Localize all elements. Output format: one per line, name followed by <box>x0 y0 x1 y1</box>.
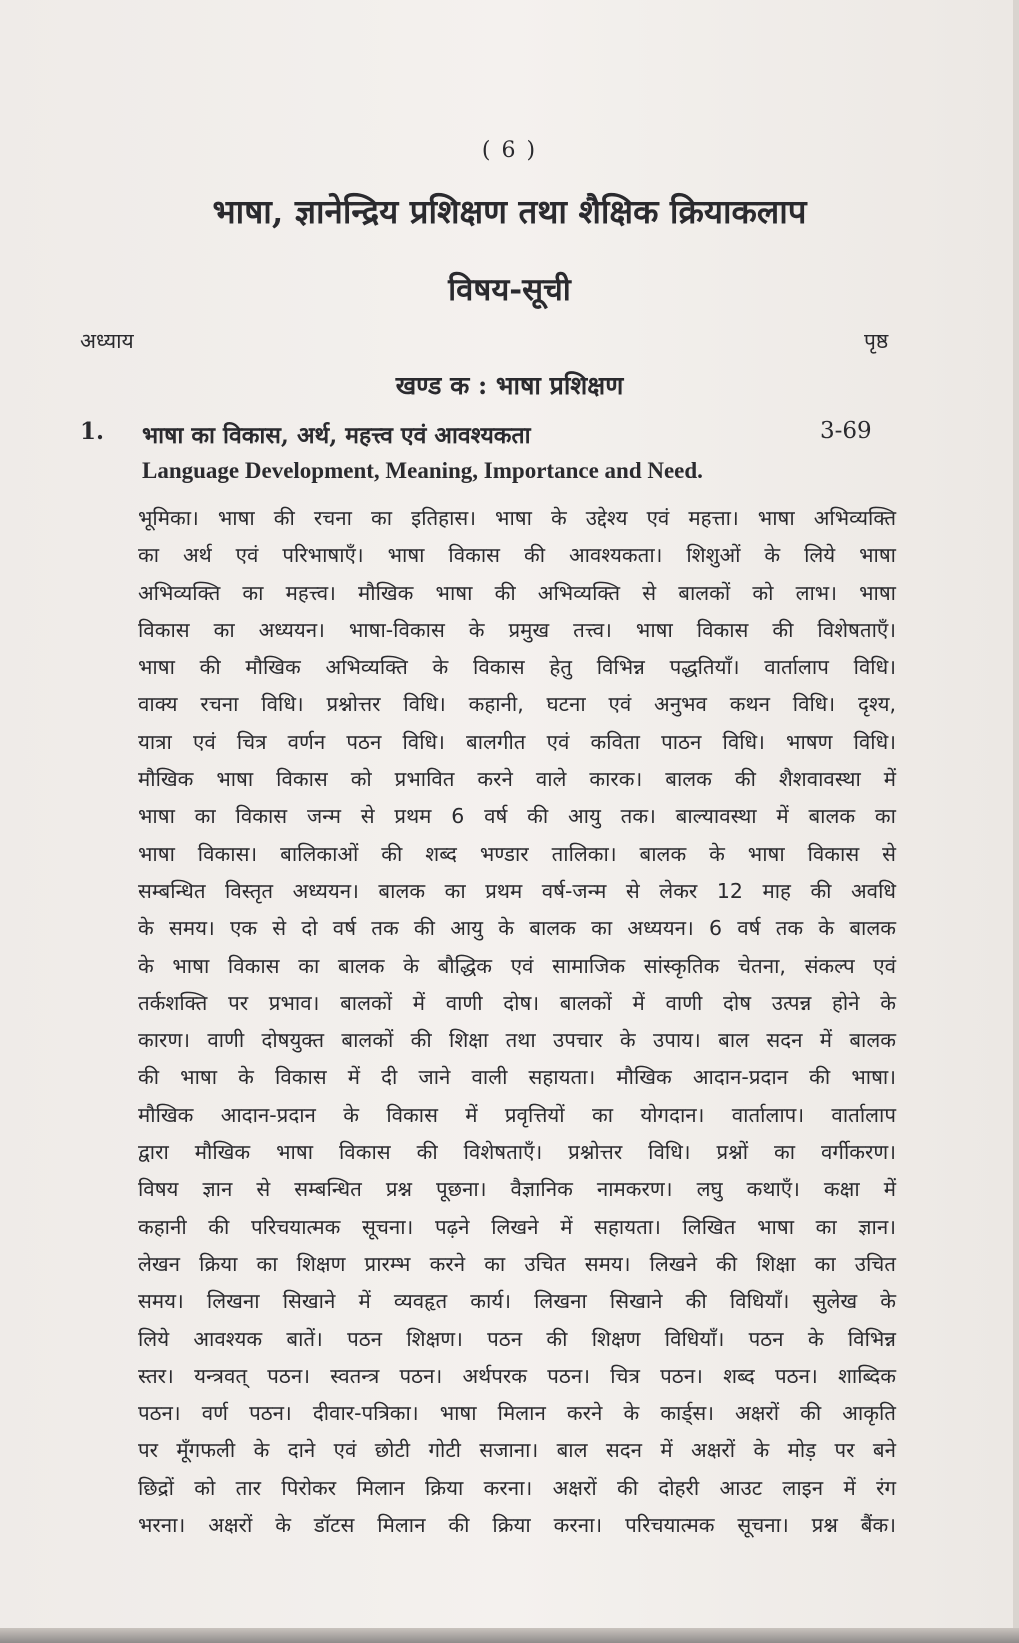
chapter-title-hindi: भाषा का विकास, अर्थ, महत्त्व एवं आवश्यकता <box>142 422 531 449</box>
summary-line: पठन। वर्ण पठन। दीवार-पत्रिका। भाषा मिलान करने के कार्ड्स। अक्षरों की आकृति <box>138 1401 896 1426</box>
summary-line: की भाषा के विकास में दी जाने वाली सहायता। मौखिक आदान-प्रदान की भाषा। <box>138 1065 896 1090</box>
scan-bottom-edge <box>0 1628 1019 1643</box>
summary-line: के समय। एक से दो वर्ष तक की आयु के बालक का अध्ययन। 6 वर्ष तक के बालक <box>138 916 896 941</box>
summary-line: का अर्थ एवं परिभाषाएँ। भाषा विकास की आवश्यकता। शिशुओं के लिये भाषा <box>138 543 896 568</box>
summary-line: विषय ज्ञान से सम्बन्धित प्रश्न पूछना। वैज्ञानिक नामकरण। लघु कथाएँ। कक्षा में <box>138 1177 896 1202</box>
summary-line: कहानी की परिचयात्मक सूचना। पढ़ने लिखने में सहायता। लिखित भाषा का ज्ञान। <box>138 1214 896 1239</box>
summary-line: तर्कशक्ति पर प्रभाव। बालकों में वाणी दोष। बालकों में वाणी दोष उत्पन्न होने के <box>138 990 896 1015</box>
summary-line: भूमिका। भाषा की रचना का इतिहास। भाषा के उद्देश्य एवं महत्ता। भाषा अभिव्यक्ति <box>138 506 896 530</box>
chapter-number: 1. <box>80 418 105 445</box>
page-edge-shadow <box>1013 0 1019 1643</box>
chapter-title-english: Language Development, Meaning, Importance and Need. <box>142 458 703 483</box>
summary-line: लिये आवश्यक बातें। पठन शिक्षण। पठन की शिक्षण विधियाँ। पठन के विभिन्न <box>138 1326 896 1351</box>
page-number: ( 6 ) <box>481 138 538 163</box>
summary-line: भरना। अक्षरों के डॉटस मिलान की क्रिया करना। परिचयात्मक सूचना। प्रश्न बैंक। <box>138 1513 896 1538</box>
summary-line: सम्बन्धित विस्तृत अध्ययन। बालक का प्रथम वर्ष-जन्म से लेकर 12 माह की अवधि <box>138 878 896 903</box>
summary-line: कारण। वाणी दोषयुक्त बालकों की शिक्षा तथा उपचार के उपाय। बाल सदन में बालक <box>138 1028 896 1053</box>
summary-line: द्वारा मौखिक भाषा विकास की विशेषताएँ। प्रश्नोत्तर विधि। प्रश्नों का वर्गीकरण। <box>138 1140 896 1165</box>
column-header-page: पृष्ठ <box>864 329 889 353</box>
summary-line: मौखिक आदान-प्रदान के विकास में प्रवृत्तियों का योगदान। वार्तालाप। वार्तालाप <box>138 1102 896 1127</box>
book-title: भाषा, ज्ञानेन्द्रिय प्रशिक्षण तथा शैक्षिक क्रियाकलाप <box>212 192 807 231</box>
column-header-chapter: अध्याय <box>80 329 134 353</box>
summary-line: लेखन क्रिया का शिक्षण प्रारम्भ करने का उचित समय। लिखने की शिक्षा का उचित <box>138 1251 896 1276</box>
summary-line: भाषा की मौखिक अभिव्यक्ति के विकास हेतु विभिन्न पद्धतियाँ। वार्तालाप विधि। <box>138 655 896 680</box>
summary-line: पर मूँगफली के दाने एवं छोटी गोटी सजाना। बाल सदन में अक्षरों के मोड़ पर बने <box>138 1438 896 1463</box>
summary-line: अभिव्यक्ति का महत्त्व। मौखिक भाषा की अभिव्यक्ति से बालकों को लाभ। भाषा <box>138 580 896 605</box>
summary-line: भाषा का विकास जन्म से प्रथम 6 वर्ष की आयु तक। बाल्यावस्था में बालक का <box>138 804 896 829</box>
summary-line: समय। लिखना सिखाने में व्यवहृत कार्य। लिखना सिखाने की विधियाँ। सुलेख के <box>138 1289 896 1314</box>
summary-line: वाक्य रचना विधि। प्रश्नोत्तर विधि। कहानी, घटना एवं अनुभव कथन विधि। दृश्य, <box>138 692 896 717</box>
section-heading: खण्ड क : भाषा प्रशिक्षण <box>395 371 624 400</box>
summary-line: विकास का अध्ययन। भाषा-विकास के प्रमुख तत्त्व। भाषा विकास की विशेषताएँ। <box>138 617 896 642</box>
contents-heading: विषय-सूची <box>448 272 571 308</box>
summary-line: भाषा विकास। बालिकाओं की शब्द भण्डार तालिका। बालक के भाषा विकास से <box>138 841 896 866</box>
summary-line: के भाषा विकास का बालक के बौद्धिक एवं सामाजिक सांस्कृतिक चेतना, संकल्प एवं <box>138 953 896 978</box>
chapter-summary <box>138 500 896 1544</box>
summary-line: यात्रा एवं चित्र वर्णन पठन विधि। बालगीत एवं कविता पाठन विधि। भाषण विधि। <box>138 729 896 754</box>
summary-line: स्तर। यन्त्रवत् पठन। स्वतन्त्र पठन। अर्थपरक पठन। चित्र पठन। शब्द पठन। शाब्दिक <box>138 1363 896 1388</box>
chapter-page-range: 3-69 <box>820 418 872 444</box>
summary-line: छिद्रों को तार पिरोकर मिलान क्रिया करना। अक्षरों की दोहरी आउट लाइन में रंग <box>138 1475 896 1500</box>
summary-line: मौखिक भाषा विकास को प्रभावित करने वाले कारक। बालक की शैशवावस्था में <box>138 767 896 792</box>
